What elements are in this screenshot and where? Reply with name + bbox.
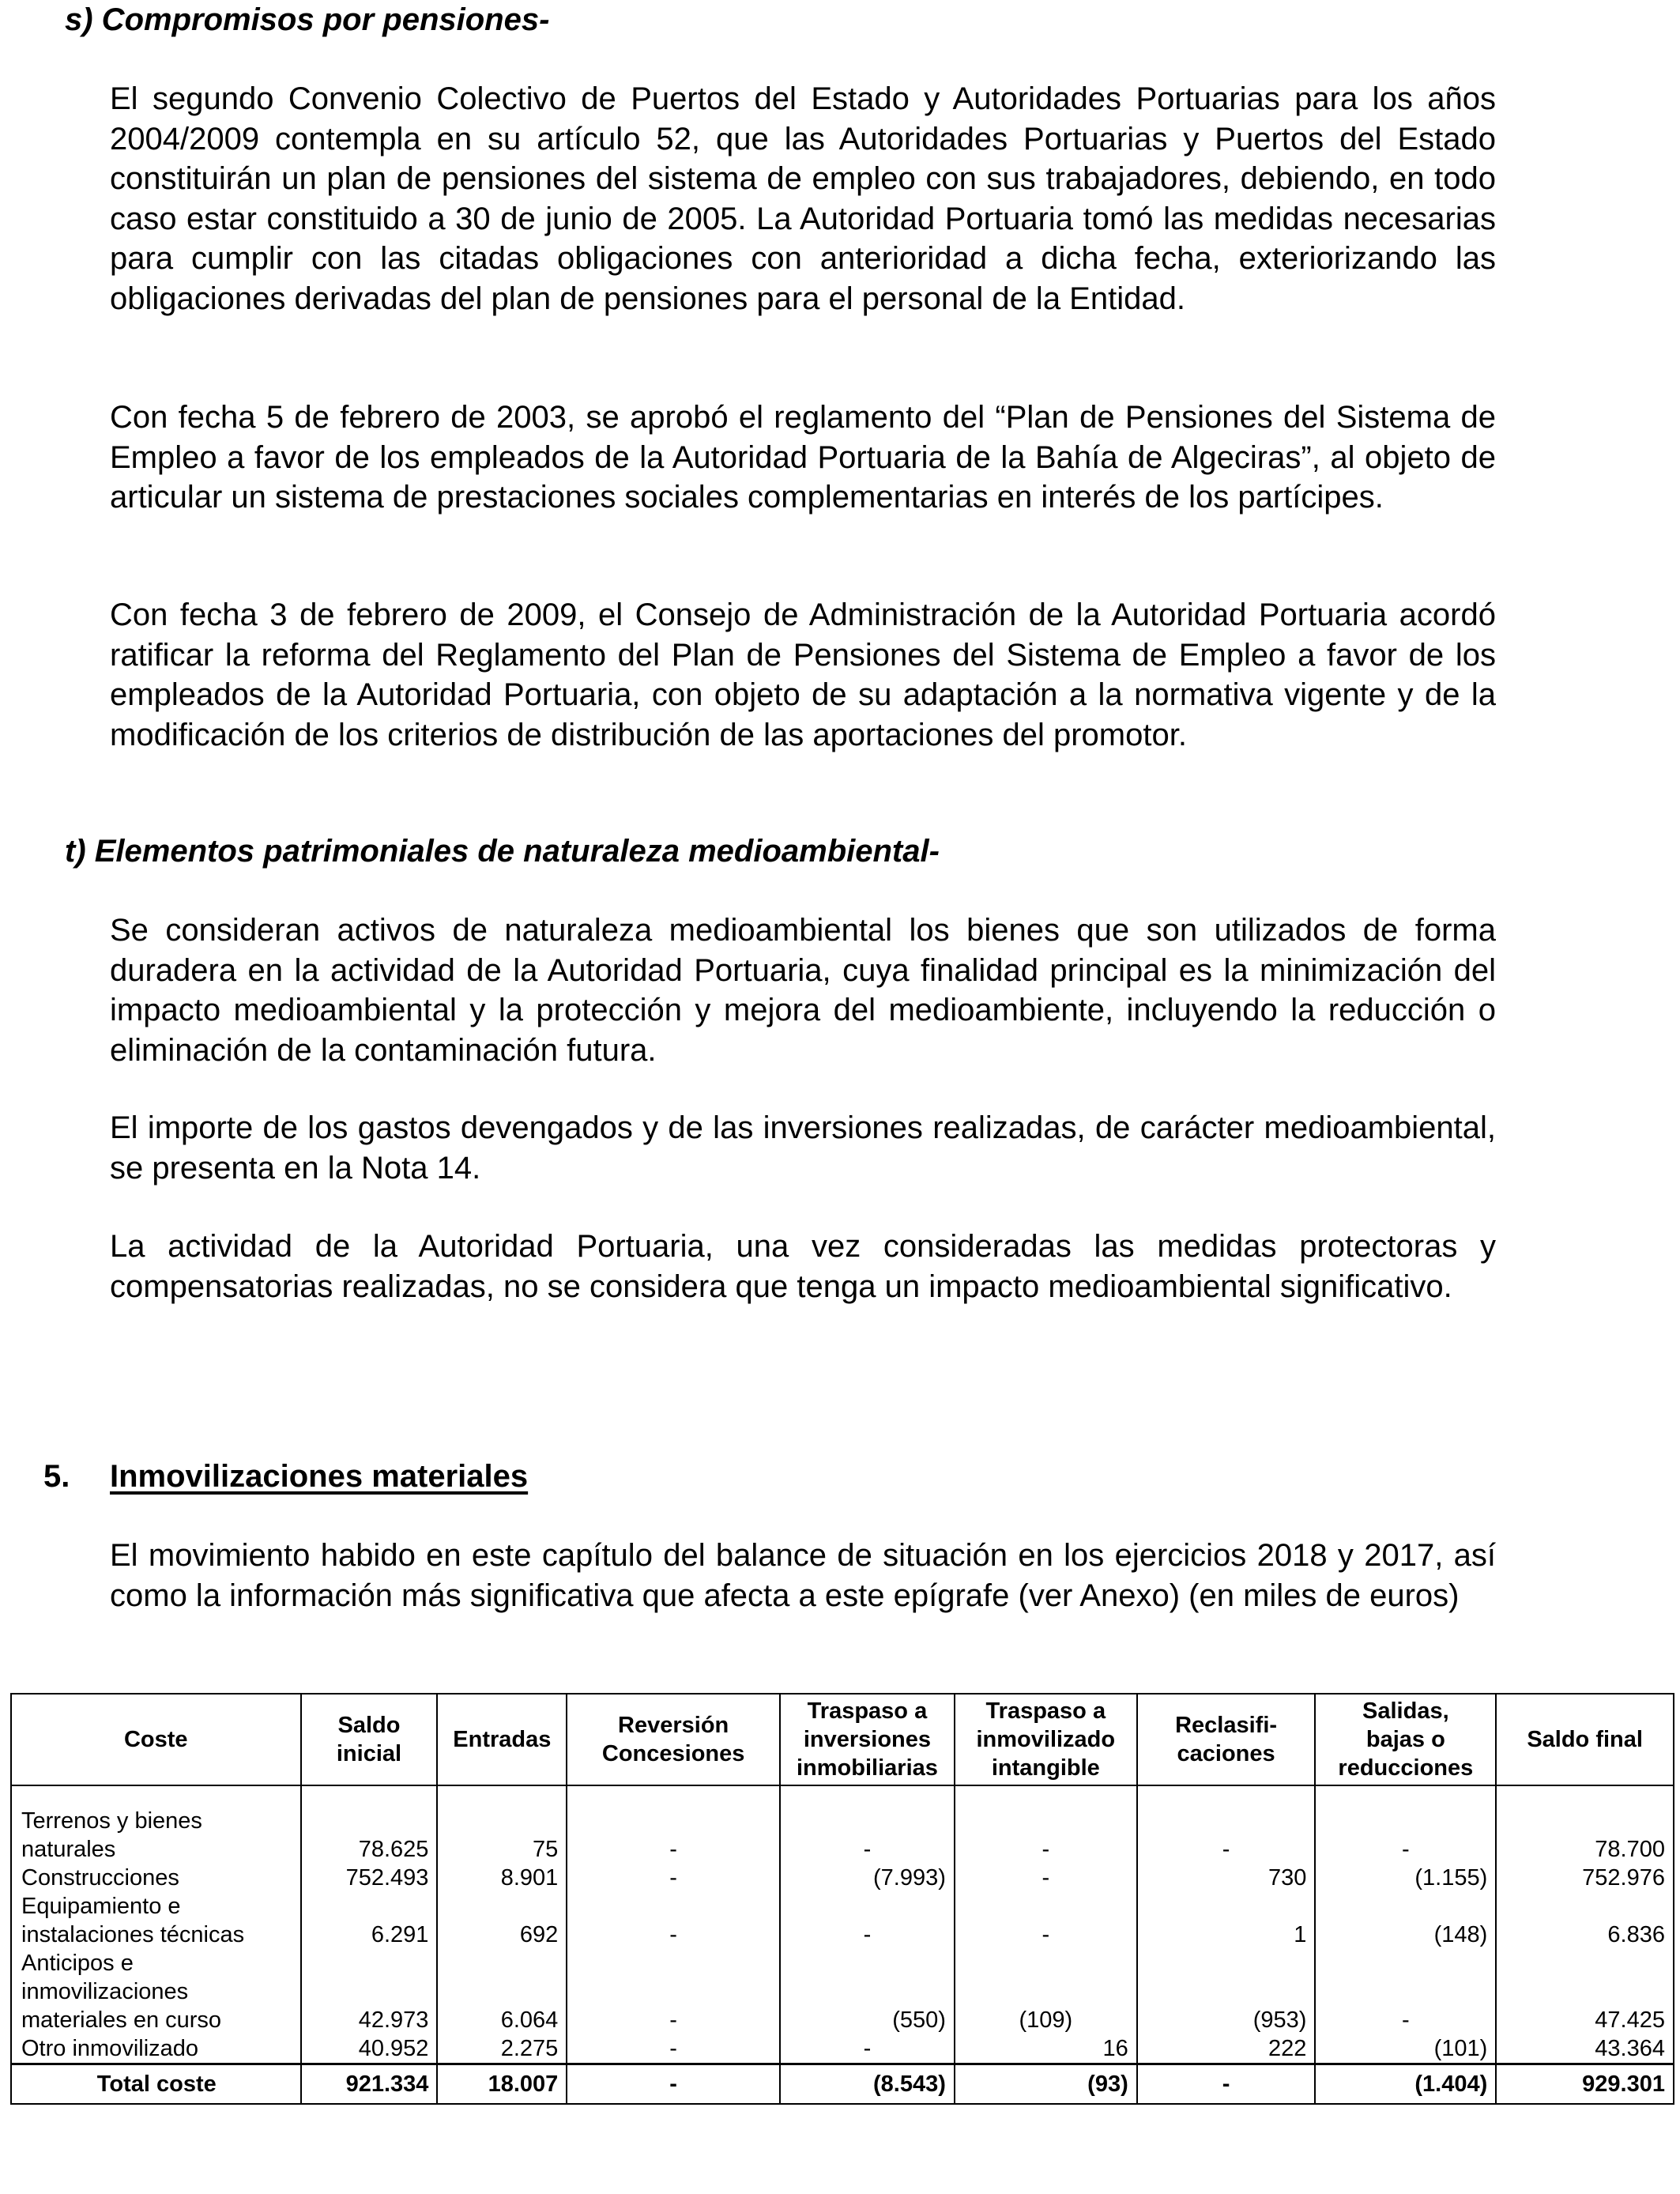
section-5-heading bbox=[43, 1457, 528, 1496]
section-t-paragraph-1: Se consideran activos de naturaleza medioambiental los bienes que son utilizados de forma duradera en la actividad de la Autoridad Portuaria, cuya finalidad principal es la minimización del impacto medioambiental y la protección y mejora del medioambiente, incluyendo la reducción o eliminación de la contaminación futura. bbox=[110, 913, 1496, 1068]
table-cell: 42.973 bbox=[301, 1949, 438, 2034]
total-cell: (1.404) bbox=[1315, 2064, 1496, 2105]
table-header-row bbox=[11, 1694, 1674, 1785]
total-cell: (93) bbox=[955, 2064, 1137, 2105]
total-cell: 921.334 bbox=[301, 2064, 438, 2105]
table-cell: 1 bbox=[1137, 1892, 1316, 1949]
table-cell: - bbox=[567, 1864, 780, 1892]
row-label: Equipamiento e instalaciones técnicas bbox=[11, 1892, 301, 1949]
table-cell: - bbox=[955, 1807, 1137, 1864]
table-cell: 6.064 bbox=[437, 1949, 567, 2034]
table-cell: - bbox=[567, 1892, 780, 1949]
row-label: Anticipos e inmovilizaciones materiales en curso bbox=[11, 1949, 301, 2034]
table-cell: - bbox=[567, 1949, 780, 2034]
section-s-paragraph-1: El segundo Convenio Colectivo de Puertos del Estado y Autoridades Portuarias para los años 2004/2009 contempla en su artículo 52, que las Autoridades Portuarias y Puertos del Estado constituirán un plan de pensiones del sistema de empleo con sus trabajadores, debiendo, en todo caso estar constituido a 30 de junio de 2005. La Autoridad Portuaria tomó las medidas necesarias para cumplir con las citadas obligaciones con anterioridad a dicha fecha, exteriorizando las obligaciones derivadas del plan de pensiones para el personal de la Entidad. bbox=[110, 81, 1496, 316]
table-cell: 6.836 bbox=[1496, 1892, 1674, 1949]
table-cell: - bbox=[567, 2034, 780, 2064]
total-cell: (8.543) bbox=[780, 2064, 955, 2105]
section-s-heading: s) Compromisos por pensiones- bbox=[65, 2, 550, 37]
table-cell: 2.275 bbox=[437, 2034, 567, 2064]
table-cell: - bbox=[955, 1864, 1137, 1892]
section-t-paragraph-2: El importe de los gastos devengados y de las inversiones realizadas, de carácter medioambiental, se presenta en la Nota 14. bbox=[110, 1110, 1496, 1186]
table-cell: - bbox=[1137, 1807, 1316, 1864]
table-cell: 75 bbox=[437, 1807, 567, 1864]
table-cell: 752.976 bbox=[1496, 1864, 1674, 1892]
table-cell: - bbox=[1315, 1807, 1496, 1864]
table-cell: - bbox=[780, 1807, 955, 1864]
table-row bbox=[11, 1864, 1674, 1892]
table-cell: - bbox=[955, 1892, 1137, 1949]
table-cell: - bbox=[780, 1892, 955, 1949]
section-s-paragraph-3: Con fecha 3 de febrero de 2009, el Consejo de Administración de la Autoridad Portuaria acordó ratificar la reforma del Reglamento del Plan de Pensiones del Sistema de Empleo a favor de los empleados de la Autoridad Portuaria, con objeto de su adaptación a la normativa vigente y de la modificación de los criterios de distribución de las aportaciones del promotor. bbox=[110, 598, 1496, 752]
table-total-row bbox=[11, 2064, 1674, 2105]
table-spacer-row bbox=[11, 1785, 1674, 1807]
table-row bbox=[11, 1892, 1674, 1949]
total-cell: - bbox=[1137, 2064, 1316, 2105]
row-label: Terrenos y bienes naturales bbox=[11, 1807, 301, 1864]
table-cell: 730 bbox=[1137, 1864, 1316, 1892]
total-cell: 929.301 bbox=[1496, 2064, 1674, 2105]
table-cell: 40.952 bbox=[301, 2034, 438, 2064]
row-label: Construcciones bbox=[11, 1864, 301, 1892]
section-5-intro: El movimiento habido en este capítulo del balance de situación en los ejercicios 2018 y 2017, así como la información más significativa que afecta a este epígrafe (ver Anexo) (en miles de euros) bbox=[110, 1538, 1496, 1613]
header-cell: Reversión Concesiones bbox=[567, 1694, 780, 1785]
table-cell: (550) bbox=[780, 1949, 955, 2034]
table-cell: 752.493 bbox=[301, 1864, 438, 1892]
section-s-paragraph-2: Con fecha 5 de febrero de 2003, se aprobó el reglamento del “Plan de Pensiones del Sistema de Empleo a favor de los empleados de la Autoridad Portuaria de la Bahía de Algeciras”, al objeto de articular un sistema de prestaciones sociales complementarias en interés de los partícipes. bbox=[110, 400, 1496, 515]
table-cell: (1.155) bbox=[1315, 1864, 1496, 1892]
table-cell: 8.901 bbox=[437, 1864, 567, 1892]
table-cell: 692 bbox=[437, 1892, 567, 1949]
total-cell: - bbox=[567, 2064, 780, 2105]
table-cell: 16 bbox=[955, 2034, 1137, 2064]
table-row bbox=[11, 2034, 1674, 2064]
table-cell: (101) bbox=[1315, 2034, 1496, 2064]
table-cell: (109) bbox=[955, 1949, 1137, 2034]
section-5-title: Inmovilizaciones materiales bbox=[110, 1459, 529, 1494]
table-row bbox=[11, 1807, 1674, 1864]
table-cell: (953) bbox=[1137, 1949, 1316, 2034]
table-cell: - bbox=[780, 2034, 955, 2064]
header-cell: Coste bbox=[11, 1694, 301, 1785]
table-cell: 78.700 bbox=[1496, 1807, 1674, 1864]
header-cell: Reclasifi- caciones bbox=[1137, 1694, 1316, 1785]
table-cell: 47.425 bbox=[1496, 1949, 1674, 2034]
header-cell: Traspaso a inversiones inmobiliarias bbox=[780, 1694, 955, 1785]
section-t-paragraph-3: La actividad de la Autoridad Portuaria, una vez consideradas las medidas protectoras y compensatorias realizadas, no se considera que tenga un impacto medioambiental significativo. bbox=[110, 1229, 1496, 1304]
section-5-number: 5. bbox=[43, 1459, 70, 1494]
header-cell: Entradas bbox=[437, 1694, 567, 1785]
total-label: Total coste bbox=[11, 2064, 301, 2105]
header-cell: Salidas, bajas o reducciones bbox=[1315, 1694, 1496, 1785]
table-cell: 43.364 bbox=[1496, 2034, 1674, 2064]
table-cell: - bbox=[567, 1807, 780, 1864]
table-row bbox=[11, 1949, 1674, 2034]
header-cell: Traspaso a inmovilizado intangible bbox=[955, 1694, 1137, 1785]
header-cell: Saldo inicial bbox=[301, 1694, 438, 1785]
table-cell: 222 bbox=[1137, 2034, 1316, 2064]
cost-movement-table bbox=[10, 1693, 1674, 2105]
table-cell: - bbox=[1315, 1949, 1496, 2034]
table-cell: 6.291 bbox=[301, 1892, 438, 1949]
table-cell: 78.625 bbox=[301, 1807, 438, 1864]
table-cell: (148) bbox=[1315, 1892, 1496, 1949]
row-label: Otro inmovilizado bbox=[11, 2034, 301, 2064]
section-t-heading: t) Elementos patrimoniales de naturaleza medioambiental- bbox=[65, 834, 940, 869]
total-cell: 18.007 bbox=[437, 2064, 567, 2105]
table-cell: (7.993) bbox=[780, 1864, 955, 1892]
header-cell: Saldo final bbox=[1496, 1694, 1674, 1785]
